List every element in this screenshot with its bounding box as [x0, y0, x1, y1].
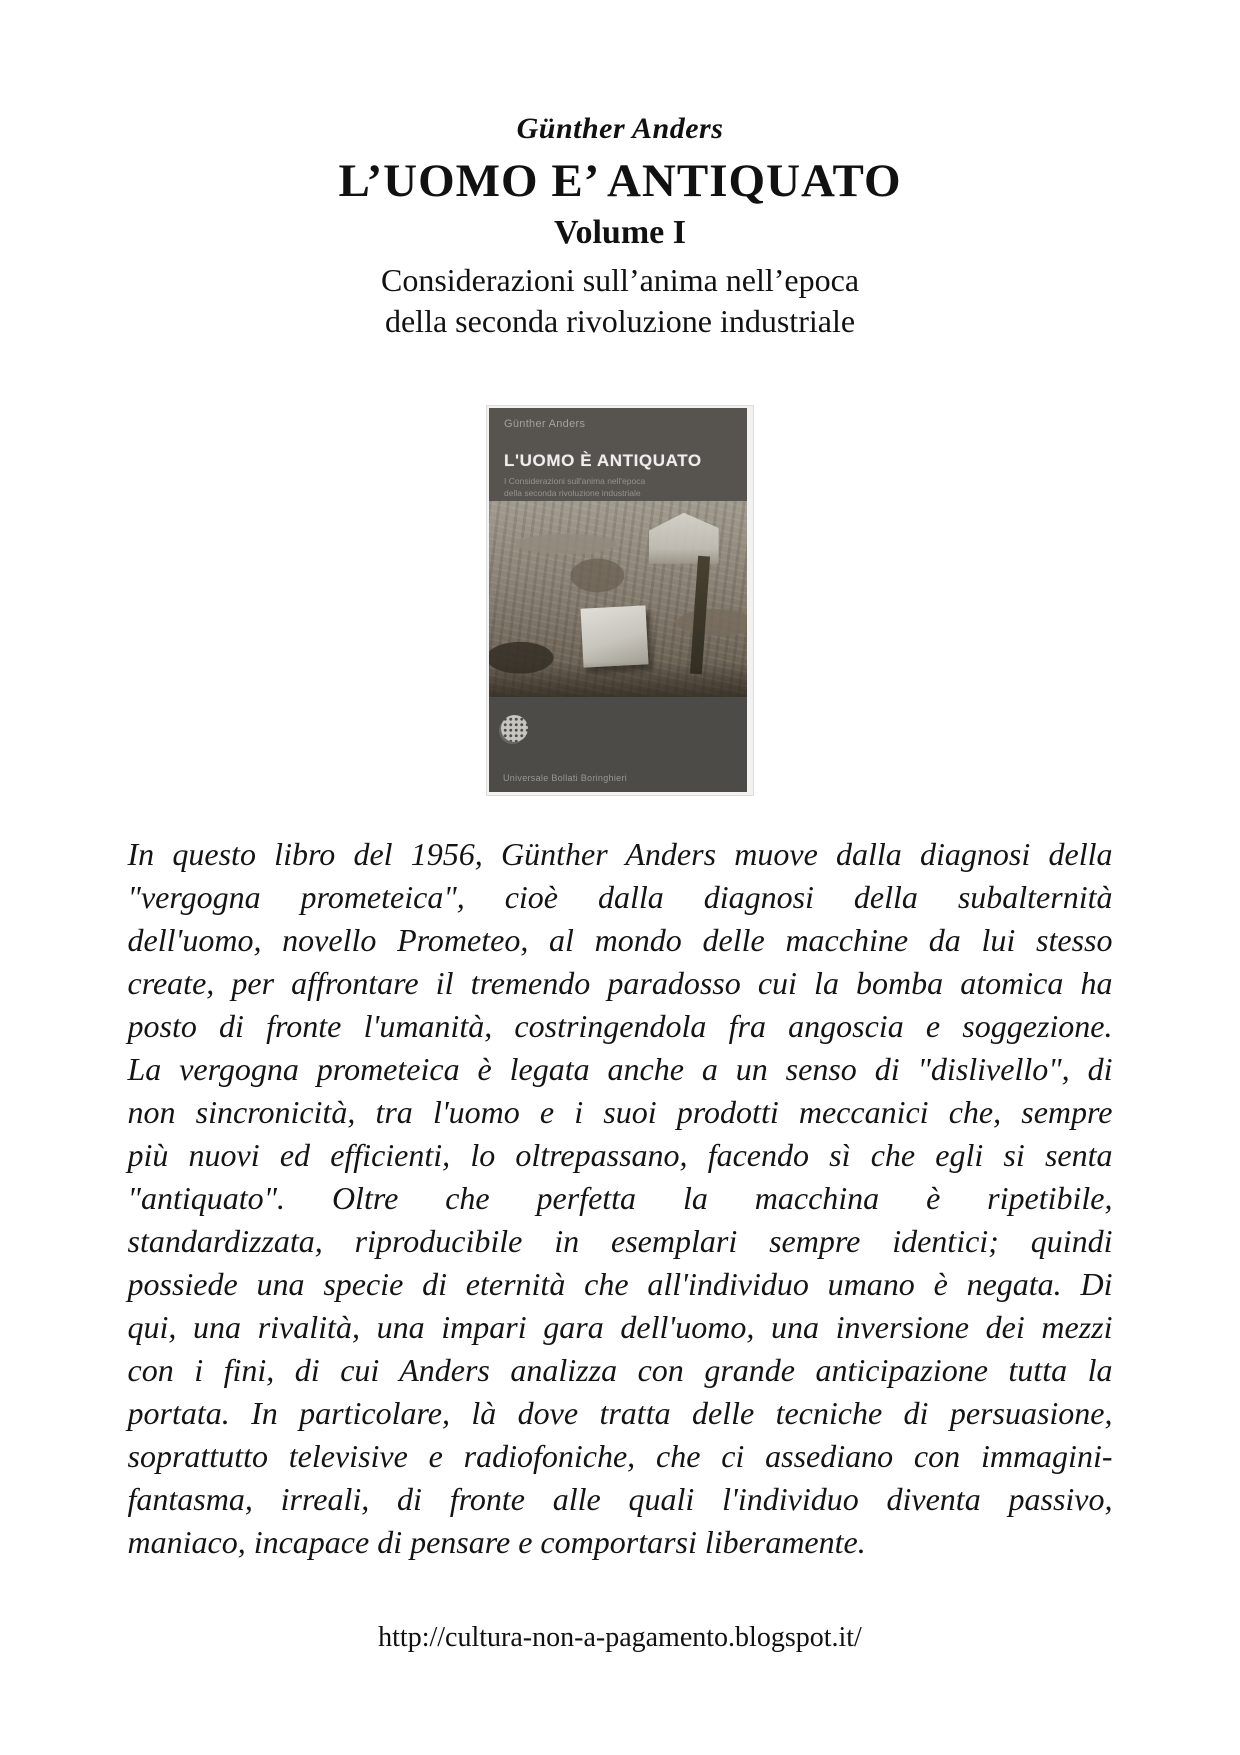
book-author: Günther Anders — [516, 112, 724, 145]
paragraph-line: La vergogna prometeica è legata anche a un senso di "dislivello", di — [127, 1051, 1113, 1087]
cover-bottom-band — [489, 697, 747, 792]
subtitle-line-1: Considerazioni sull’anima nell’epoca — [380, 262, 860, 298]
paragraph-line: possiede una specie di eternità che all'individuo umano è negata. Di — [127, 1266, 1113, 1302]
cover-subtitle-line-2: della seconda rivoluzione industriale — [504, 487, 641, 498]
book-subtitle — [0, 260, 1240, 342]
book-title: L’UOMO E’ ANTIQUATO — [338, 155, 902, 207]
cover-header — [489, 408, 747, 501]
book-cover-image — [489, 408, 747, 792]
publisher-name: Universale Bollati Boringhieri — [503, 773, 628, 783]
photo-debris-shape — [489, 662, 747, 697]
title-block — [0, 0, 1240, 342]
volume-label: Volume I — [554, 214, 686, 251]
cover-subtitle-line-1: I Considerazioni sull'anima nell'epoca — [504, 476, 646, 486]
paragraph-line: fantasma, irreali, di fronte alle quali l'individuo diventa passivo, — [127, 1481, 1113, 1517]
description-paragraph — [128, 833, 1113, 1564]
photo-tree-trunk-shape — [690, 556, 710, 674]
paragraph-line: più nuovi ed efficienti, lo oltrepassano, facendo sì che egli si senta — [127, 1137, 1113, 1173]
paragraph-line: standardizzata, riproducibile in esemplari sempre identici; quindi — [127, 1223, 1113, 1259]
cover-subtitle — [504, 476, 747, 499]
paragraph-line: posto di fronte l'umanità, costringendola fra angoscia e soggezione. — [127, 1008, 1113, 1044]
book-cover-scan — [487, 406, 753, 795]
paragraph-line: non sincronicità, tra l'uomo e i suoi prodotti meccanici che, sempre — [127, 1094, 1113, 1130]
page-footer — [0, 1622, 1240, 1654]
source-url: http://cultura-non-a-pagamento.blogspot.it/ — [378, 1622, 862, 1653]
cover-title: L'UOMO È ANTIQUATO — [504, 451, 702, 470]
cover-author: Günther Anders — [504, 418, 586, 430]
paragraph-line: maniaco, incapace di pensare e comportarsi liberamente. — [127, 1524, 866, 1560]
subtitle-line-2: della seconda rivoluzione industriale — [384, 303, 856, 339]
paragraph-line: portata. In particolare, là dove tratta delle tecniche di persuasione, — [127, 1395, 1113, 1431]
paragraph-line: soprattutto televisive e radiofoniche, che ci assediano con immagini- — [127, 1438, 1113, 1474]
paragraph-line: con i fini, di cui Anders analizza con grande anticipazione tutta la — [127, 1352, 1113, 1388]
photo-white-box-shape — [580, 605, 647, 667]
paragraph-line: qui, una rivalità, una impari gara dell'uomo, una inversione dei mezzi — [127, 1309, 1113, 1345]
paragraph-line: In questo libro del 1956, Günther Anders muove dalla diagnosi della — [127, 836, 1113, 872]
paragraph-line: "vergogna prometeica", cioè dalla diagnosi della subalternità — [127, 879, 1113, 915]
publisher-logo-icon — [501, 715, 528, 742]
paragraph-line: "antiquato". Oltre che perfetta la macchina è ripetibile, — [127, 1180, 1113, 1216]
cover-photo — [489, 501, 747, 697]
paragraph-line: dell'uomo, novello Prometeo, al mondo delle macchine da lui stesso — [127, 922, 1113, 958]
paragraph-line: create, per affrontare il tremendo paradosso cui la bomba atomica ha — [127, 965, 1113, 1001]
